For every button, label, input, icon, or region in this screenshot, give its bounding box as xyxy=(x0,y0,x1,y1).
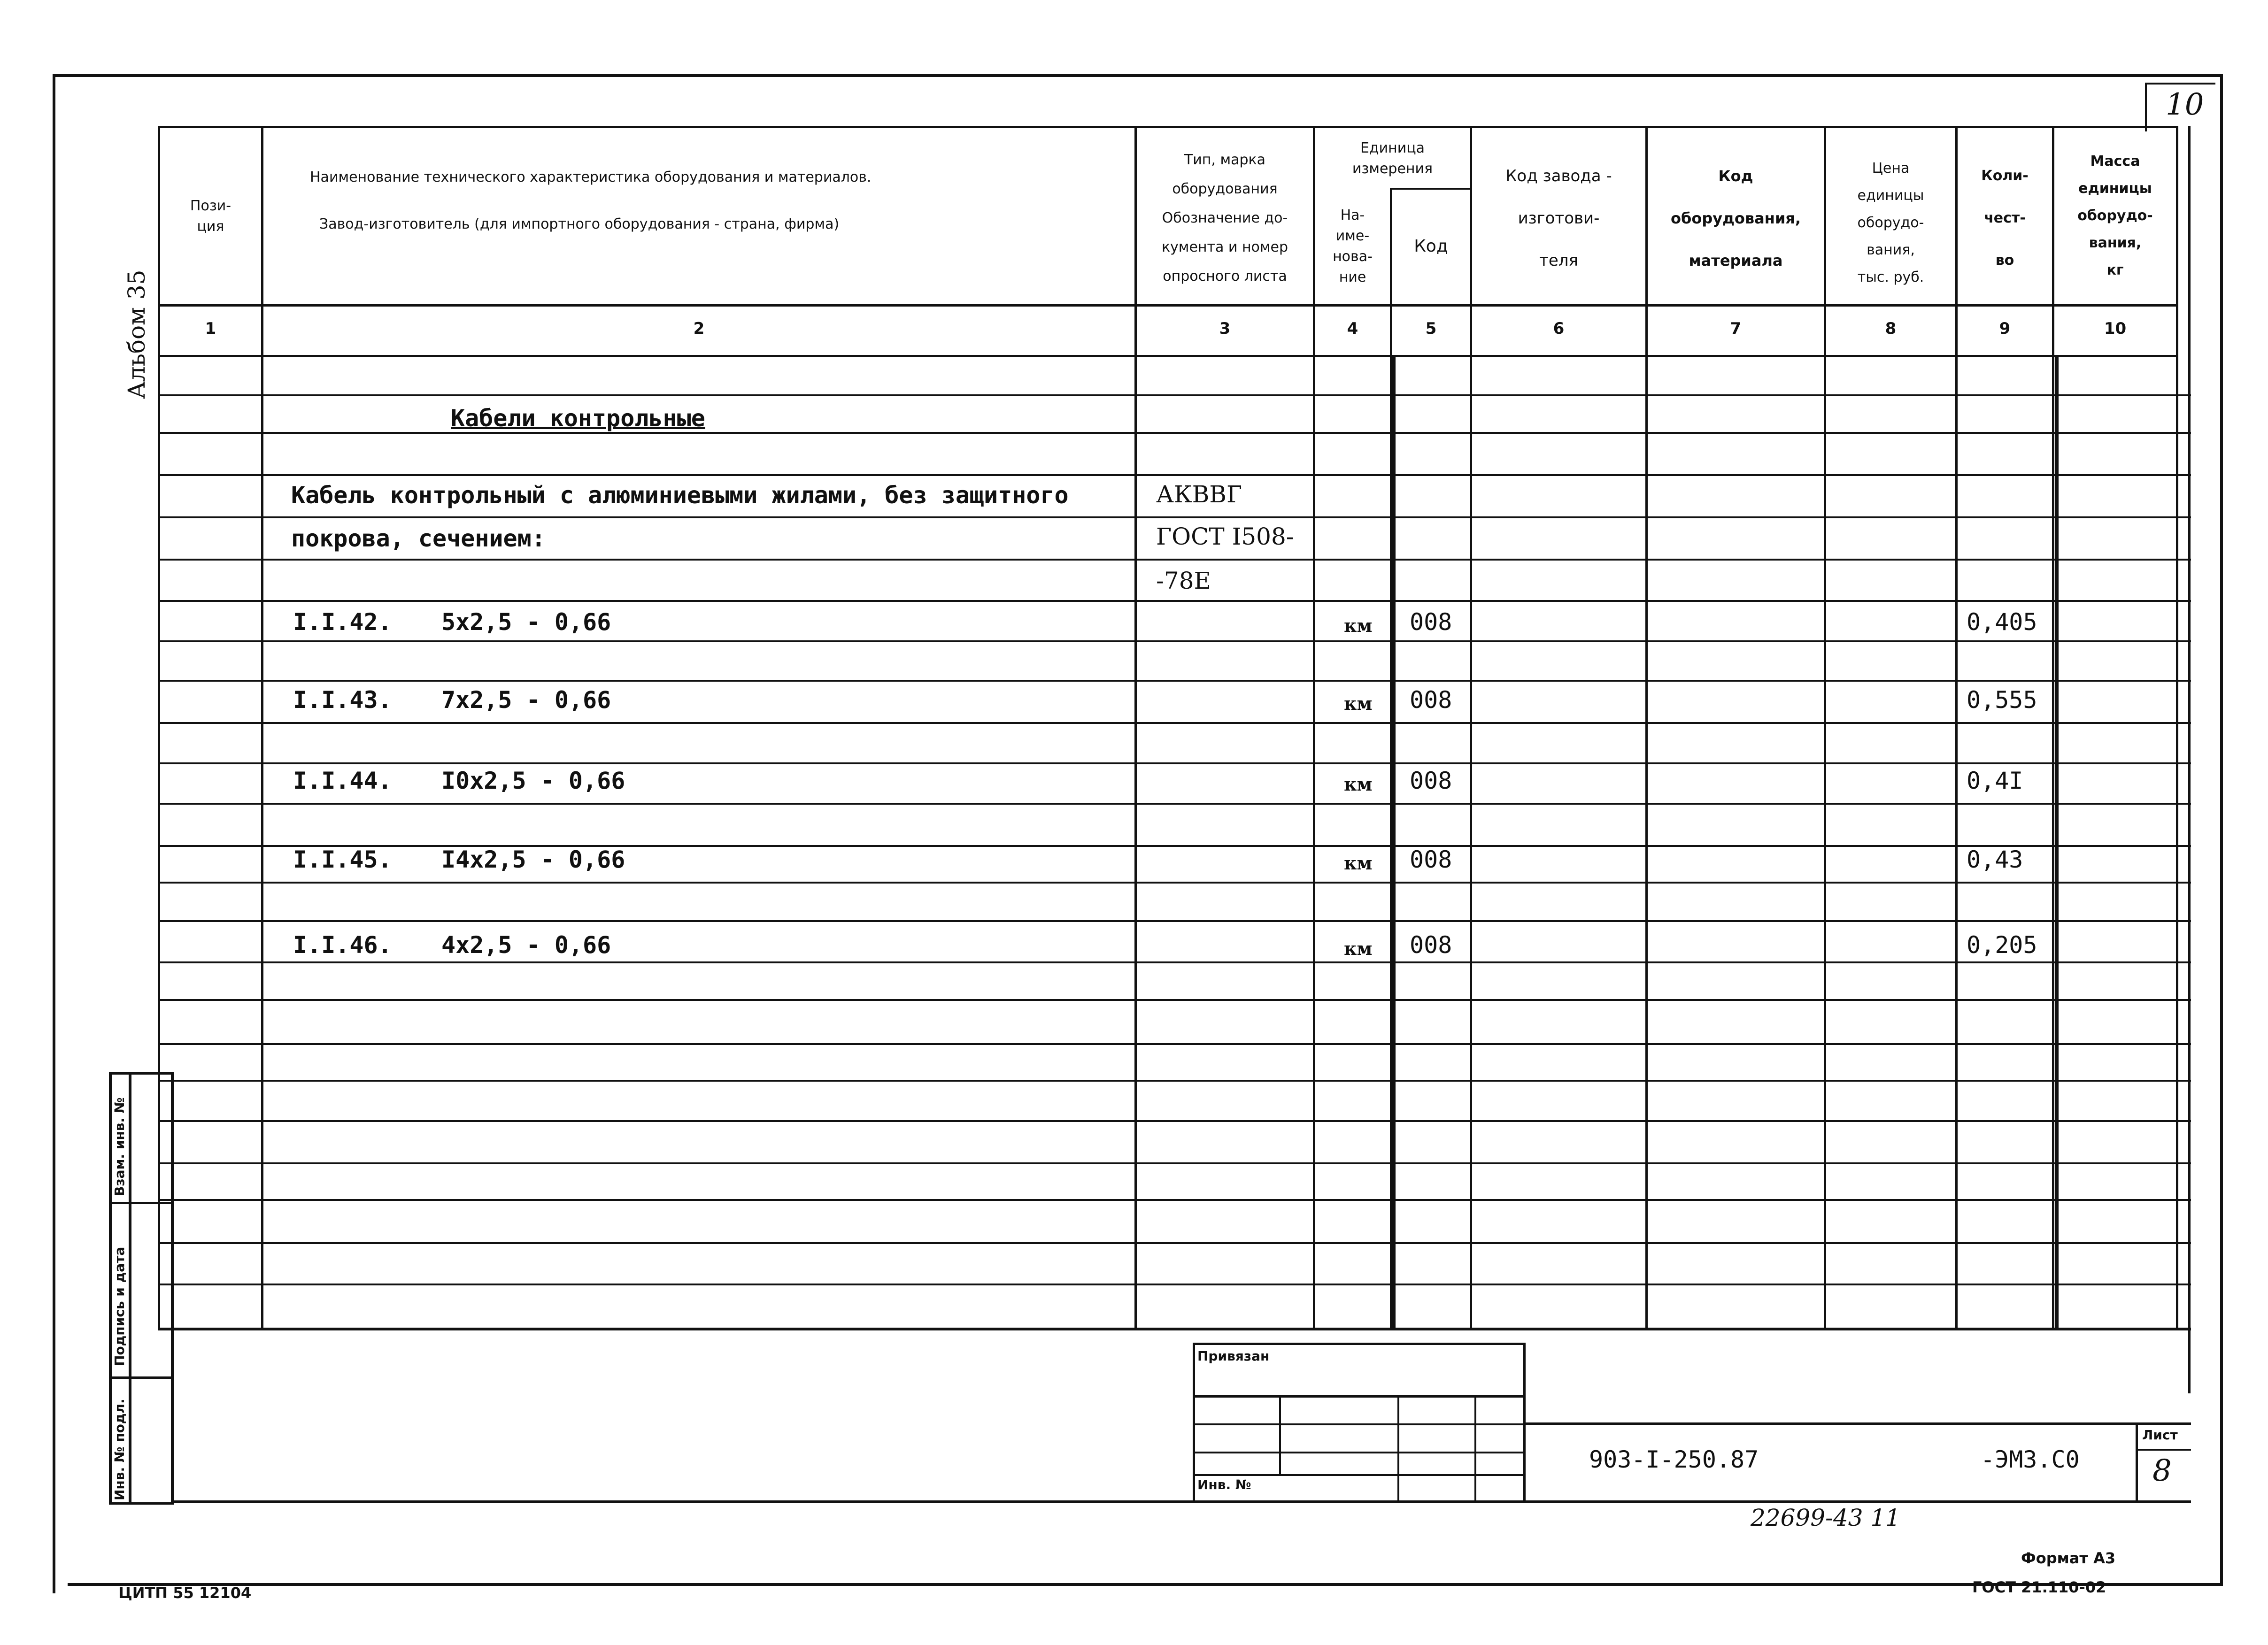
header-unit: Единица измерения xyxy=(1352,139,1433,177)
row-line xyxy=(158,394,2191,396)
doc-code: 903-I-250.87 xyxy=(1589,1446,1759,1473)
item-size: I4x2,5 - 0,66 xyxy=(441,846,625,873)
row-line xyxy=(158,722,2191,724)
row-line xyxy=(158,1242,2191,1244)
archive-number: 22699-43 11 xyxy=(1751,1504,1901,1531)
stamp-vzam-inv: Взам. инв. № xyxy=(112,1097,127,1196)
item-quantity: 0,405 xyxy=(1967,608,2037,636)
page-number: 10 xyxy=(2166,87,2204,122)
item-position: I.I.43. xyxy=(293,686,392,714)
header-name-line1: Наименование технического характеристика оборудования и материалов. xyxy=(310,169,872,185)
header-type-mark: Тип, марка оборудования Обозначение до- кумента и номер опросного листа xyxy=(1161,152,1288,284)
item-position: I.I.42. xyxy=(293,608,392,636)
row-line xyxy=(158,1162,2191,1164)
row-line xyxy=(158,762,2191,764)
gost-label: ГОСТ 21.110-02 xyxy=(1972,1578,2106,1596)
header-price: Цена единицы оборудо- вания, тыс. руб. xyxy=(1857,160,1924,285)
format-label: Формат А3 xyxy=(2021,1549,2116,1567)
colnum-8: 8 xyxy=(1885,319,1897,338)
row-line xyxy=(158,999,2191,1001)
colnum-9: 9 xyxy=(1999,319,2011,338)
sheet-number: 8 xyxy=(2152,1453,2172,1488)
row-line xyxy=(158,1284,2191,1285)
item-code: 008 xyxy=(1410,846,1452,873)
item-quantity: 0,4I xyxy=(1967,767,2023,794)
inv-no-label: Инв. № xyxy=(1197,1477,1251,1492)
header-name-line2: Завод-изготовитель (для импортного оборудования - страна, фирма) xyxy=(319,216,840,232)
item-quantity: 0,43 xyxy=(1967,846,2023,873)
item-position: I.I.44. xyxy=(293,767,392,794)
row-line xyxy=(158,961,2191,963)
type-mark-3: -78Е xyxy=(1156,567,1211,594)
header-mass: Масса единицы оборудо- вания, кг xyxy=(2077,153,2153,278)
colnum-6: 6 xyxy=(1553,319,1565,338)
frame-right xyxy=(2220,74,2223,1586)
item-quantity: 0,555 xyxy=(1967,686,2037,714)
row-line xyxy=(158,803,2191,805)
header-unit-name: На- име- нова- ние xyxy=(1333,207,1373,285)
doc-suffix: -ЭМ3.С0 xyxy=(1981,1446,2080,1473)
row-line xyxy=(158,680,2191,682)
row-line xyxy=(158,559,2191,561)
colnum-3: 3 xyxy=(1219,319,1231,338)
header-position: Пози- ция xyxy=(190,197,231,235)
description-line1: Кабель контрольный с алюминиевыми жилами, без защитного xyxy=(291,482,1069,509)
frame-bottom xyxy=(68,1583,2223,1586)
row-line xyxy=(158,1080,2191,1082)
item-size: I0x2,5 - 0,66 xyxy=(441,767,625,794)
item-unit: км xyxy=(1344,774,1373,795)
item-code: 008 xyxy=(1410,686,1452,714)
item-unit: км xyxy=(1344,693,1373,714)
row-line xyxy=(158,920,2191,922)
table-top-line xyxy=(158,126,2176,128)
type-mark-1: АКВВГ xyxy=(1156,481,1242,508)
section-title: Кабели контрольные xyxy=(451,405,705,432)
row-line xyxy=(158,882,2191,884)
row-line xyxy=(158,1199,2191,1201)
item-code: 008 xyxy=(1410,608,1452,636)
type-mark-2: ГОСТ I508- xyxy=(1156,523,1294,550)
row-line xyxy=(158,640,2191,642)
colnum-5: 5 xyxy=(1425,319,1437,338)
stamp-signature-date: Подпись и дата xyxy=(112,1246,127,1366)
item-unit: км xyxy=(1344,938,1373,959)
item-position: I.I.46. xyxy=(293,931,392,959)
row-line xyxy=(158,432,2191,434)
row-line xyxy=(158,1043,2191,1045)
item-unit: км xyxy=(1344,615,1373,636)
item-unit: км xyxy=(1344,853,1373,874)
item-code: 008 xyxy=(1410,931,1452,959)
print-mark: ЦИТП 55 12104 xyxy=(118,1584,252,1602)
item-size: 4x2,5 - 0,66 xyxy=(441,931,611,959)
stamp-inv-podl: Инв. № подл. xyxy=(112,1399,127,1500)
header-unit-code: Код xyxy=(1414,237,1448,256)
row-line xyxy=(158,1120,2191,1122)
frame-top xyxy=(53,74,2220,77)
table-bottom-line xyxy=(158,1328,2191,1330)
row-line xyxy=(158,474,2191,476)
description-line2: покрова, сечением: xyxy=(291,525,546,552)
colnum-7: 7 xyxy=(1730,319,1742,338)
item-quantity: 0,205 xyxy=(1967,931,2037,959)
sheet-label: Лист xyxy=(2142,1427,2178,1443)
item-size: 7x2,5 - 0,66 xyxy=(441,686,611,714)
header-equipment-code: Код оборудования, материала xyxy=(1671,167,1801,269)
item-position: I.I.45. xyxy=(293,846,392,873)
item-size: 5x2,5 - 0,66 xyxy=(441,608,611,636)
colnum-1: 1 xyxy=(205,319,216,338)
colnum-10: 10 xyxy=(2104,319,2127,338)
colnum-4: 4 xyxy=(1347,319,1358,338)
title-block-bottom xyxy=(171,1500,2191,1503)
header-quantity: Коли- чест- во xyxy=(1981,168,2029,269)
privyazan-label: Привязан xyxy=(1197,1348,1270,1364)
row-line xyxy=(158,600,2191,602)
colnum-2: 2 xyxy=(693,319,705,338)
side-title: Альбом 35 xyxy=(123,269,150,399)
row-line xyxy=(158,516,2191,518)
item-code: 008 xyxy=(1410,767,1452,794)
frame-left xyxy=(53,74,55,1593)
header-manufacturer-code: Код завода - изготови- теля xyxy=(1505,167,1612,270)
